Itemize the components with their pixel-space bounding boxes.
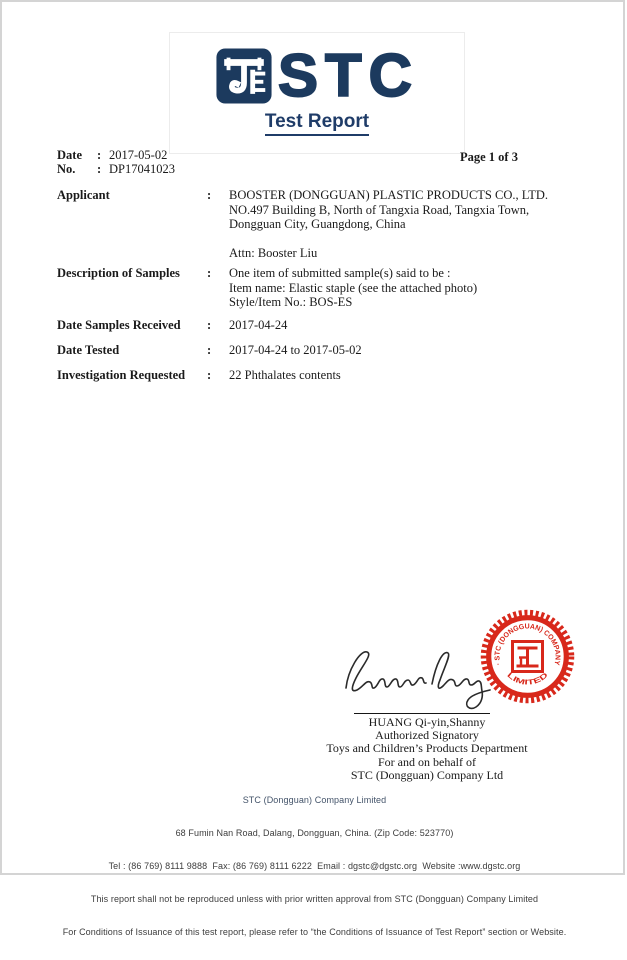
stc-logo: [215, 42, 419, 109]
report-no-label: No.: [57, 161, 76, 176]
signatory-department: Toys and Children’s Products Department: [326, 741, 528, 756]
signature-line: [354, 713, 490, 714]
stamp-bottom-text: LIMITED: [505, 670, 548, 687]
report-no-value: DP17041023: [109, 161, 175, 176]
stc-wordmark: STC: [278, 42, 419, 109]
field-date-tested: Date Tested : 2017-04-24 to 2017-05-02: [57, 343, 587, 358]
field-investigation-requested: Investigation Requested : 22 Phthalates contents: [57, 368, 587, 383]
field-value: BOOSTER (DONGGUAN) PLASTIC PRODUCTS CO., LTD. NO.497 Building B, North of Tangxia Road, Tangxia Town, Dongguan City, Guangdong, China Attn: Booster Liu: [229, 188, 549, 260]
signatory-name: HUANG Qi-yin,Shanny: [368, 715, 486, 729]
page-number: Page 1 of 3: [460, 150, 518, 164]
field-label: Date Tested: [57, 343, 120, 357]
field-value: 2017-04-24: [229, 318, 288, 332]
report-title: Test Report: [265, 111, 369, 136]
field-value: 22 Phthalates contents: [229, 368, 341, 382]
meta-date-row: [57, 149, 175, 163]
footer: [2, 773, 627, 960]
field-label: Description of Samples: [57, 266, 180, 280]
field-date-samples-received: Date Samples Received : 2017-04-24: [57, 318, 587, 333]
field-value: 2017-04-24 to 2017-05-02: [229, 343, 362, 357]
field-label: Investigation Requested: [57, 368, 186, 382]
field-applicant: Applicant : BOOSTER (DONGGUAN) PLASTIC PRODUCTS CO., LTD. NO.497 Building B, North of Tangxia Road, Tangxia Town, Dongguan City, Guangdong, China Attn: Booster Liu: [57, 188, 587, 261]
field-value: One item of submitted sample(s) said to be : Item name: Elastic staple (see the attached photo) Style/Item No.: BOS-ES: [229, 266, 478, 309]
signatory-on-behalf: For and on behalf of: [378, 754, 476, 769]
signatory-role: Authorized Signatory: [375, 728, 479, 743]
footer-conditions-note: For Conditions of Issuance of this test report, please refer to “the Conditions of Issuance of Test Report” section or Website.: [62, 927, 567, 937]
field-description-of-samples: Description of Samples : One item of submitted sample(s) said to be : Item name: Elastic staple (see the attached photo) Style/Item No.: BOS-ES: [57, 266, 587, 310]
field-label: Date Samples Received: [57, 318, 181, 332]
date-value: 2017-05-02: [109, 148, 168, 162]
date-colon: :: [97, 148, 102, 162]
field-label: Applicant: [57, 188, 110, 202]
stamp-arc-text: · STC (DONGGUAN) COMPANY: [492, 621, 563, 667]
stc-monogram-icon: [215, 47, 273, 105]
report-meta: [57, 149, 175, 176]
meta-no-row: [57, 163, 175, 177]
report-no-colon: :: [97, 161, 102, 176]
header: [169, 32, 465, 154]
footer-company-name: STC (Dongguan) Company Limited: [242, 795, 387, 805]
footer-address: 68 Fumin Nan Road, Dalang, Dongguan, China. (Zip Code: 523770): [175, 828, 454, 838]
signatory-company: STC (Dongguan) Company Ltd: [350, 767, 504, 782]
signature: [340, 640, 500, 715]
footer-contacts: Tel : (86 769) 8111 9888 Fax: (86 769) 8111 6222 Email : dgstc@dgstc.org Website :www.dgstc.org: [108, 861, 521, 871]
footer-reproduction-note: This report shall not be reproduced unless with prior written approval from STC (Dongguan) Company Limited: [90, 894, 539, 904]
date-label: Date: [57, 148, 82, 162]
